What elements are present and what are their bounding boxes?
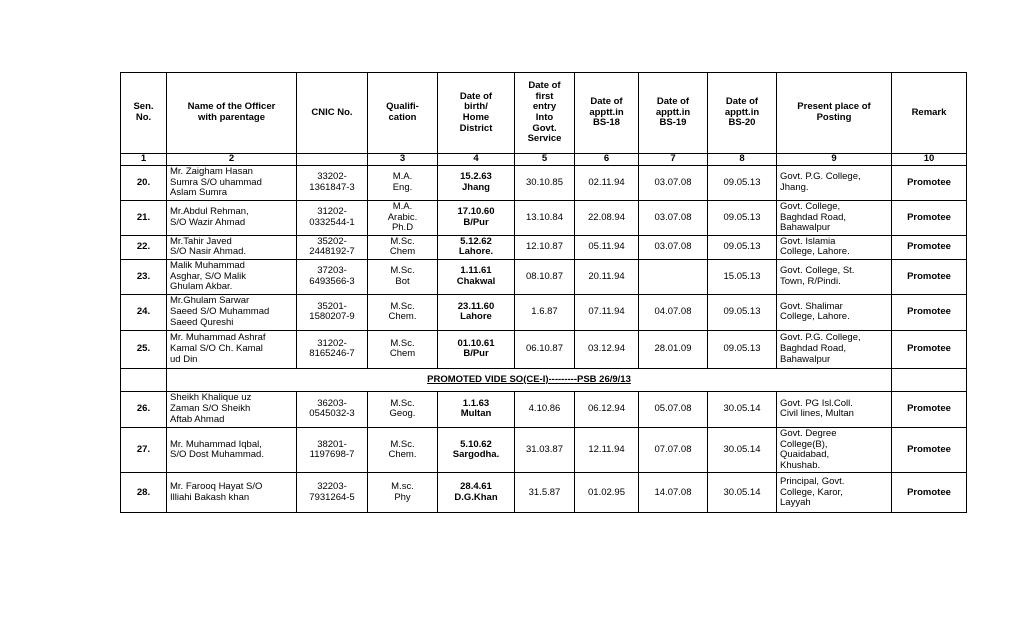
posting-place-line: Quaidabad, [780, 449, 830, 461]
birth-date-district [438, 235, 515, 259]
birth-date-district [438, 473, 515, 513]
column-number: 3 [368, 154, 438, 166]
birth-date-district-line: B/Pur [463, 348, 489, 360]
qualification-line: M.Sc. [390, 235, 415, 247]
remark: Promotee [892, 294, 967, 330]
header-bs18 [575, 73, 639, 154]
officer-name-line: Aslam Sumra [170, 187, 228, 199]
bs18-date: 06.12.94 [575, 391, 639, 427]
column-number: 10 [892, 154, 967, 166]
officer-name-line: Malik Muhammad [170, 260, 245, 271]
posting-place [777, 235, 892, 259]
bs20-date: 09.05.13 [708, 166, 777, 201]
cnic-number-line: 1361847-3 [309, 181, 355, 193]
birth-date-district-line: 15.2.63 [460, 171, 492, 183]
column-number: 6 [575, 154, 639, 166]
serial-number: 28. [121, 473, 167, 513]
birth-date-district [438, 260, 515, 295]
header-line: cation [388, 112, 417, 123]
serial-number: 24. [121, 294, 167, 330]
posting-place-line: Govt. College, St. [780, 265, 855, 277]
birth-date-district-line: 1.11.61 [460, 265, 492, 277]
table-row [121, 166, 967, 201]
qualification-line: Chem. [388, 311, 417, 323]
header-qualification [368, 73, 438, 154]
bs19-date: 03.07.08 [639, 200, 708, 235]
qualification [368, 294, 438, 330]
column-number: 8 [708, 154, 777, 166]
header-line: Qualifi- [386, 101, 419, 113]
first-entry-date: 12.10.87 [515, 235, 575, 259]
officer-rows-group-2 [121, 391, 967, 513]
qualification [368, 391, 438, 427]
officer-name-line: Asghar, S/O Malik [170, 270, 247, 282]
birth-date-district [438, 200, 515, 235]
cnic-number [297, 200, 368, 235]
bs19-date: 03.07.08 [639, 235, 708, 259]
bs20-date: 15.05.13 [708, 260, 777, 295]
header-line: first [535, 90, 554, 102]
cnic-number-line: 36203- [317, 397, 347, 409]
posting-place [777, 166, 892, 201]
officer-name-line: Ghulam Akbar. [170, 281, 233, 293]
qualification [368, 427, 438, 473]
qualification [368, 260, 438, 295]
cnic-number-line: 32203- [317, 481, 347, 493]
cnic-number [297, 391, 368, 427]
officer-name-line: Mr.Tahir Javed [170, 235, 232, 247]
officer-name-line: Mr. Muhammad Iqbal, [170, 438, 262, 450]
header-row [121, 73, 967, 154]
officer-name [167, 235, 297, 259]
posting-place-line: College(B), [780, 438, 828, 450]
qualification [368, 200, 438, 235]
posting-place-line: Civil lines, Multan [780, 408, 854, 420]
separator-group [121, 368, 967, 391]
birth-date-district-line: Chakwal [456, 275, 496, 287]
posting-place-line: Town, R/Pindi. [780, 275, 841, 287]
header-line: Remark [911, 106, 947, 118]
birth-date-district [438, 391, 515, 427]
qualification-line: M.A. [392, 171, 413, 183]
posting-place-line: College, Karor, [780, 486, 843, 498]
cnic-number-line: 1580207-9 [309, 311, 355, 323]
bs20-date: 09.05.13 [708, 330, 777, 368]
qualification-line: Chem. [388, 449, 417, 461]
posting-place-line: Jhang. [780, 181, 809, 193]
column-number-row [121, 154, 967, 166]
header-line: BS-18 [593, 117, 620, 129]
posting-place [777, 330, 892, 368]
birth-date-district-line: 17.10.60 [457, 206, 495, 218]
posting-place-line: Bahawalpur [780, 353, 831, 365]
header-line: Date of [528, 80, 561, 92]
cnic-number [297, 166, 368, 201]
birth-date-district-line: 01.10.61 [457, 337, 495, 349]
header-line: BS-20 [728, 117, 756, 129]
table-row [121, 235, 967, 259]
bs18-date: 03.12.94 [575, 330, 639, 368]
header-line: apptt.in [655, 106, 691, 118]
birth-date-district-line: Lahore. [458, 246, 494, 258]
qualification-line: M.Sc. [390, 337, 415, 349]
header-line: Service [527, 133, 562, 145]
separator-blank-cell [892, 368, 967, 391]
officer-name [167, 166, 297, 201]
table-row [121, 473, 967, 513]
qualification-line: Geog. [389, 408, 416, 420]
remark: Promotee [892, 391, 967, 427]
officer-name-line: S/O Nasir Ahmad. [170, 246, 247, 258]
posting-place-line: Bahawalpur [780, 222, 831, 234]
column-number: 1 [121, 154, 167, 166]
first-entry-date: 13.10.84 [515, 200, 575, 235]
header-remark [892, 73, 967, 154]
cnic-number-line: 31202- [317, 337, 347, 349]
bs20-date: 30.05.14 [708, 473, 777, 513]
cnic-number [297, 473, 368, 513]
posting-place [777, 473, 892, 513]
bs18-date: 22.08.94 [575, 200, 639, 235]
column-number: 9 [777, 154, 892, 166]
cnic-number [297, 260, 368, 295]
cnic-number-line: 35202- [317, 235, 347, 247]
bs20-date: 09.05.13 [708, 235, 777, 259]
birth-date-district [438, 330, 515, 368]
officer-name-line: Mr. Zaigham Hasan [170, 166, 253, 177]
birth-date-district-line: Lahore [460, 311, 492, 323]
birth-date-district [438, 166, 515, 201]
header-line: Posting [816, 112, 852, 123]
officer-name-line: Aftab Ahmad [170, 413, 225, 425]
cnic-number-line: 35201- [317, 300, 347, 312]
bs18-date: 05.11.94 [575, 235, 639, 259]
bs20-date: 09.05.13 [708, 294, 777, 330]
cnic-number-line: 7931264-5 [309, 491, 355, 503]
header-posting [777, 73, 892, 154]
header-first-entry [515, 73, 575, 154]
officer-name-line: Saeed Qureshi [170, 316, 234, 328]
promotion-separator-row [121, 368, 967, 391]
first-entry-date: 31.03.87 [515, 427, 575, 473]
cnic-number-line: 6493566-3 [309, 275, 355, 287]
officer-name [167, 200, 297, 235]
header-line: Date of [590, 96, 623, 108]
first-entry-date: 06.10.87 [515, 330, 575, 368]
bs19-date: 03.07.08 [639, 166, 708, 201]
header-line: birth/ [464, 101, 488, 113]
header-line: Into [535, 112, 554, 123]
posting-place-line: Govt. P.G. College, [780, 332, 861, 344]
remark: Promotee [892, 427, 967, 473]
remark: Promotee [892, 260, 967, 295]
posting-place-line: Layyah [780, 497, 811, 509]
birth-date-district [438, 427, 515, 473]
header-cnic [297, 73, 368, 154]
bs20-date: 30.05.14 [708, 427, 777, 473]
posting-place [777, 260, 892, 295]
posting-place-line: Govt. Islamia [780, 235, 836, 247]
header-line: District [459, 122, 493, 134]
officer-name [167, 391, 297, 427]
qualification-line: Arabic. [387, 211, 418, 223]
serial-number: 21. [121, 200, 167, 235]
cnic-number-line: 0545032-3 [309, 408, 355, 420]
table-row [121, 427, 967, 473]
officer-name-line: Sheikh Khalique uz [170, 392, 252, 404]
separator-blank-cell [121, 368, 167, 391]
table-row [121, 200, 967, 235]
header-date-of-birth [438, 73, 515, 154]
remark: Promotee [892, 473, 967, 513]
officer-name [167, 294, 297, 330]
posting-place-line: Govt. PG Isl.Coll. [780, 397, 853, 409]
posting-place-line: Principal, Govt. [780, 475, 845, 487]
birth-date-district-line: D.G.Khan [454, 491, 498, 503]
column-number: 2 [167, 154, 297, 166]
cnic-number-line: 1197698-7 [309, 449, 355, 461]
bs18-date: 12.11.94 [575, 427, 639, 473]
serial-number: 22. [121, 235, 167, 259]
qualification-line: Eng. [392, 181, 413, 193]
table-row [121, 260, 967, 295]
header-bs20 [708, 73, 777, 154]
officer-name-line: Mr.Ghulam Sarwar [170, 295, 250, 307]
promotion-separator-text: PROMOTED VIDE SO(CE-I)---------PSB 26/9/13 [167, 368, 892, 391]
first-entry-date: 1.6.87 [515, 294, 575, 330]
officer-name-line: Saeed S/O Muhammad [170, 306, 270, 318]
header-line: Present place of [797, 101, 871, 113]
cnic-number [297, 294, 368, 330]
officer-name-line: Mr. Farooq Hayat S/O [170, 481, 263, 493]
posting-place-line: Govt. Shalimar [780, 300, 843, 312]
qualification [368, 235, 438, 259]
first-entry-date: 30.10.85 [515, 166, 575, 201]
qualification-line: M.Sc. [390, 300, 415, 312]
bs18-date: 07.11.94 [575, 294, 639, 330]
bs19-date: 04.07.08 [639, 294, 708, 330]
cnic-number-line: 38201- [317, 438, 347, 450]
header-line: No. [135, 112, 152, 123]
posting-place-line: Baghdad Road, [780, 343, 847, 355]
posting-place [777, 200, 892, 235]
birth-date-district-line: Sargodha. [452, 449, 500, 461]
header-line: apptt.in [724, 106, 760, 118]
birth-date-district-line: 28.4.61 [460, 481, 492, 493]
posting-place-line: Govt. College, [780, 200, 841, 212]
cnic-number-line: 33202- [317, 171, 347, 183]
qualification-line: M.Sc. [390, 397, 415, 409]
birth-date-district-line: Multan [460, 408, 492, 420]
officer-name-line: Sumra S/O uhammad [170, 176, 262, 188]
birth-date-district-line: 5.10.62 [460, 438, 492, 450]
posting-place-line: Khushab. [780, 459, 821, 471]
first-entry-date: 31.5.87 [515, 473, 575, 513]
serial-number: 23. [121, 260, 167, 295]
posting-place-line: Baghdad Road, [780, 211, 847, 223]
cnic-number [297, 235, 368, 259]
bs18-date: 20.11.94 [575, 260, 639, 295]
qualification-line: Chem [389, 348, 416, 360]
officer-rows-group-1 [121, 166, 967, 369]
posting-place-line: Govt. Degree [780, 427, 837, 439]
remark: Promotee [892, 235, 967, 259]
officer-name-line: S/O Wazir Ahmad [170, 216, 246, 228]
first-entry-date: 4.10.86 [515, 391, 575, 427]
qualification [368, 330, 438, 368]
table-row [121, 391, 967, 427]
qualification [368, 166, 438, 201]
column-number [297, 154, 368, 166]
cnic-number-line: 31202- [317, 206, 347, 218]
officer-name [167, 260, 297, 295]
posting-place [777, 427, 892, 473]
posting-place [777, 391, 892, 427]
birth-date-district-line: 23.11.60 [457, 300, 495, 312]
officer-name-line: Illiahi Bakash khan [170, 491, 250, 503]
bs18-date: 02.11.94 [575, 166, 639, 201]
column-number: 5 [515, 154, 575, 166]
bs19-date: 05.07.08 [639, 391, 708, 427]
serial-number: 26. [121, 391, 167, 427]
header-bs19 [639, 73, 708, 154]
officer-name-line: Mr. Muhammad Ashraf [170, 332, 266, 344]
table-row [121, 294, 967, 330]
serial-number: 20. [121, 166, 167, 201]
officer-name [167, 427, 297, 473]
qualification-line: M.Sc. [390, 265, 415, 277]
header-line: Home [462, 112, 490, 123]
header-line: Date of [459, 90, 493, 102]
qualification-line: Phy [394, 491, 411, 503]
bs19-date: 07.07.08 [639, 427, 708, 473]
bs20-date: 30.05.14 [708, 391, 777, 427]
qualification-line: Ph.D [391, 222, 414, 234]
serial-number: 25. [121, 330, 167, 368]
header-line: Name of the Officer [187, 101, 276, 113]
cnic-number-line: 2448192-7 [309, 246, 355, 258]
header-line: Date of [656, 96, 690, 108]
officer-name-line: Mr.Abdul Rehman, [170, 206, 249, 218]
posting-place-line: College, Lahore. [780, 246, 850, 258]
posting-place-line: Govt. P.G. College, [780, 171, 861, 183]
qualification-line: M.sc. [391, 481, 414, 493]
header-line: entry [532, 101, 557, 113]
bs18-date: 01.02.95 [575, 473, 639, 513]
posting-place [777, 294, 892, 330]
bs19-date: 14.07.08 [639, 473, 708, 513]
officer-name-line: Kamal S/O Ch. Kamal [170, 343, 263, 355]
birth-date-district-line: Jhang [462, 181, 490, 193]
header-line: apptt.in [589, 106, 624, 118]
cnic-number [297, 330, 368, 368]
remark: Promotee [892, 200, 967, 235]
header-line: with parentage [197, 112, 266, 123]
remark: Promotee [892, 330, 967, 368]
cnic-number [297, 427, 368, 473]
column-number: 7 [639, 154, 708, 166]
column-number: 4 [438, 154, 515, 166]
header-sen [121, 73, 167, 154]
officer-name-line: S/O Dost Muhammad. [170, 449, 264, 461]
header-line: Date of [725, 96, 759, 108]
qualification-line: M.A. [392, 200, 413, 212]
birth-date-district-line: 5.12.62 [460, 235, 492, 247]
officer-name-line: ud Din [170, 353, 198, 365]
birth-date-district-line: 1.1.63 [462, 397, 490, 409]
officer-name [167, 473, 297, 513]
officer-name-line: Zaman S/O Sheikh [170, 403, 251, 415]
header-line: BS-19 [659, 117, 687, 129]
cnic-number-line: 8165246-7 [309, 348, 355, 360]
officer-name [167, 330, 297, 368]
qualification [368, 473, 438, 513]
header-line: Sen. [133, 101, 154, 113]
header-line: CNIC No. [311, 106, 353, 118]
birth-date-district-line: B/Pur [463, 216, 489, 228]
remark: Promotee [892, 166, 967, 201]
bs20-date: 09.05.13 [708, 200, 777, 235]
table-row [121, 330, 967, 368]
qualification-line: Chem [389, 246, 416, 258]
qualification-line: M.Sc. [390, 438, 415, 450]
cnic-number-line: 0332544-1 [309, 216, 355, 228]
header-line: Govt. [532, 122, 557, 134]
bs19-date [639, 260, 708, 295]
serial-number: 27. [121, 427, 167, 473]
seniority-table [120, 72, 967, 513]
bs19-date: 28.01.09 [639, 330, 708, 368]
cnic-number-line: 37203- [317, 265, 347, 277]
posting-place-line: College, Lahore. [780, 311, 850, 323]
first-entry-date: 08.10.87 [515, 260, 575, 295]
header-name [167, 73, 297, 154]
birth-date-district [438, 294, 515, 330]
qualification-line: Bot [395, 275, 410, 287]
